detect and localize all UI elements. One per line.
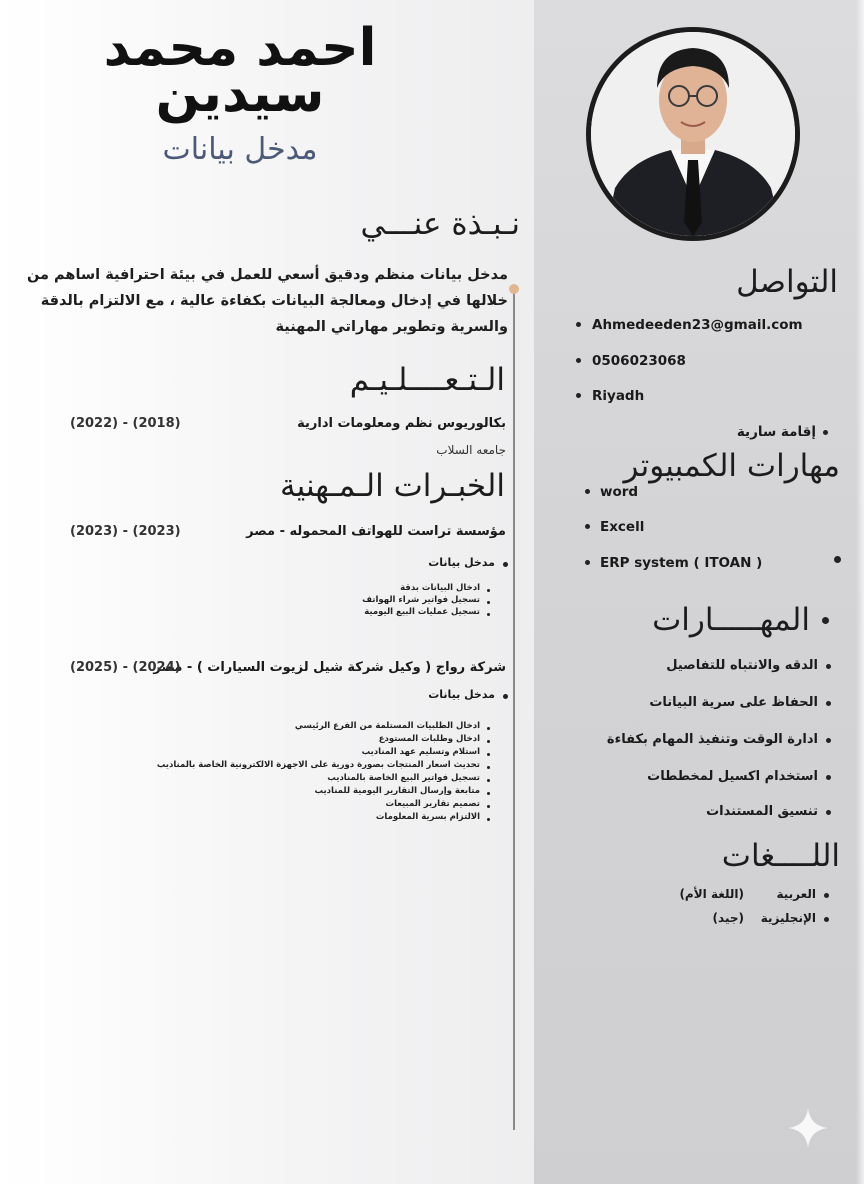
job-1-task-bullet [487,613,490,616]
about-title: نـبـذة عنـــي [360,206,520,242]
skill-item: الحفاظ على سرية البيانات [649,695,818,710]
profile-photo [591,32,795,236]
languages-title: اللــــغات [721,838,840,874]
skill-bullet [826,664,831,669]
skill-item: استخدام اكسيل لمخططات [647,769,818,784]
decorative-bullet [834,556,841,563]
job-2-task: الالتزام بسرية المعلومات [375,812,480,822]
contact-bullet [576,358,581,363]
skill-item: تنسيق المستندات [706,804,818,819]
name-line-2: سيدين [155,64,325,124]
job-2-role: مدخل بيانات [428,688,495,701]
job-2-task-bullet [487,766,490,769]
job-1-task: ادخال البيانات بدقة [400,583,480,593]
computer-skill-bullet [585,489,590,494]
language-bullet [824,893,829,898]
job-2-company: شركة رواج ( وكيل شركة شيل لزيوت السيارات ) - مصر [153,660,506,675]
experience-title: الخبـرات الـمـهنية [279,468,505,504]
job-title: مدخل بيانات [162,132,318,167]
job-1-task-bullet [487,601,490,604]
job-2-task: ادخال وطلبات المستودع [378,734,480,744]
skill-bullet [826,701,831,706]
job-2-task-bullet [487,779,490,782]
job-1-company: مؤسسة تراست للهواتف المحموله - مصر [246,524,506,539]
job-2-task: تصميم تقارير المبيعات [385,799,480,809]
job-1-task: تسجيل فواتير شراء الهواتف [362,595,480,605]
computer-skill-item: word [600,484,639,500]
language-name: العربية [776,887,816,901]
skill-bullet [826,810,831,815]
job-2-task: استلام وتسليم عهد المناديب [361,747,480,757]
education-degree: بكالوريوس نظم ومعلومات ادارية [297,416,506,431]
timeline-dot [509,284,519,294]
job-2-task: تحديث اسعار المنتجات بصورة دورية على الاجهزة الالكترونية الخاصة بالمناديب [156,760,480,770]
skill-item: ادارة الوقت وتنفيذ المهام بكفاءة [606,732,818,747]
timeline-line [513,288,515,1130]
job-1-role: مدخل بيانات [428,556,495,569]
computer-skill-bullet [585,524,590,529]
contact-email[interactable]: Ahmedeeden23@gmail.com [592,317,803,333]
job-1-task-bullet [487,589,490,592]
computer-skill-bullet [585,560,590,565]
contact-title: التواصل [736,264,838,300]
language-bullet [824,917,829,922]
job-2-dates: (2025) - (2024) [70,660,181,675]
education-dates: (2022) - (2018) [70,416,181,431]
skills-title: المهـــــارات [652,602,810,638]
job-2-task: ادخال الطلبيات المستلمة من الفرع الرئيسي [294,721,480,731]
language-level: (جيد) [712,911,744,925]
about-text: مدخل بيانات منظم ودقيق أسعي للعمل في بيئة احترافية اساهم من خلالها في إدخال ومعالجة البيانات بكفاءة عالية ، مع الالتزام بالدقة والسرية وتطوير مهاراتي المهنية [26,267,508,335]
contact-city: Riyadh [592,388,645,404]
job-2-role-bullet [503,694,508,699]
job-2-task-bullet [487,805,490,808]
computer-skill-item: ERP system ( ITOAN ) [600,555,763,571]
job-2-task: متابعة وإرسال التقارير اليومية للمناديب [314,786,480,796]
computer-skills-title: مهارات الكمبيوتر [623,448,840,484]
contact-phone[interactable]: 0506023068 [592,353,686,369]
job-2-task-bullet [487,753,490,756]
job-1-role-bullet [503,562,508,567]
contact-bullet [576,322,581,327]
job-2-task: تسجيل فواتير البيع الخاصة بالمناديب [327,773,480,783]
education-university: جامعه السلاب [436,443,506,457]
job-1-dates: (2023) - (2023) [70,524,181,539]
skill-bullet [826,738,831,743]
skills-title-bullet [822,617,829,624]
contact-bullet [823,430,828,435]
job-2-task-bullet [487,727,490,730]
language-name: الإنجليزية [760,911,816,925]
education-title: الـتـعــــلـيـم [349,362,505,398]
job-1-task: تسجيل عمليات البيع اليومية [364,607,480,617]
skill-item: الدقه والانتباه للتفاصيل [666,658,818,673]
computer-skill-item: Excell [600,519,645,535]
job-2-task-bullet [487,740,490,743]
job-2-task-bullet [487,818,490,821]
sparkle-icon [786,1106,830,1150]
contact-bullet [576,393,581,398]
language-level: (اللغة الأم) [679,887,744,901]
name-line-1: احمد محمد [103,18,377,78]
skill-bullet [826,775,831,780]
job-2-task-bullet [487,792,490,795]
contact-residence: إقامة سارية [736,424,816,440]
